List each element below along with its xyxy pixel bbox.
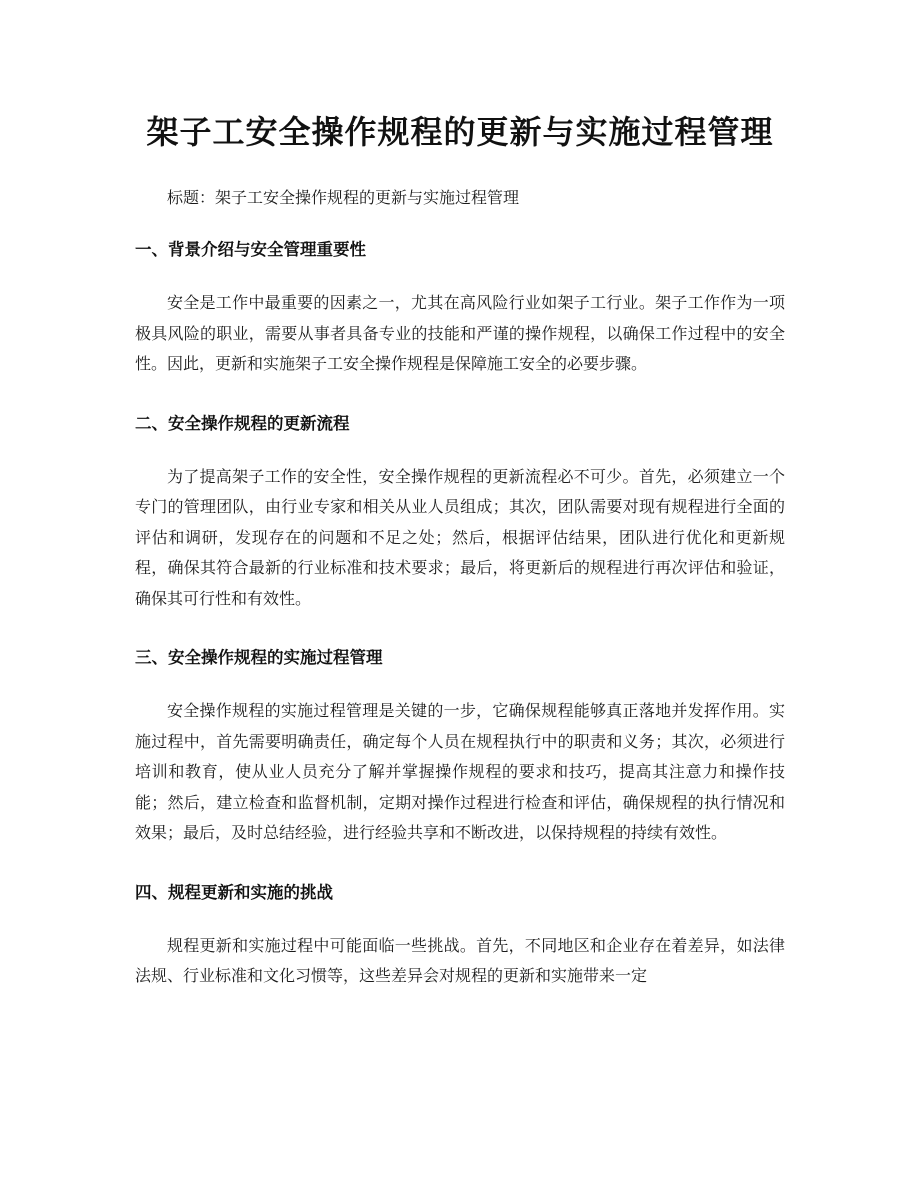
section-paragraph-2: 为了提高架子工作的安全性，安全操作规程的更新流程必不可少。首先，必须建立一个专门的管理团队，由行业专家和相关从业人员组成；其次，团队需要对现有规程进行全面的评估和调研，发现存在的问题和不足之处；然后，根据评估结果，团队进行优化和更新规程，确保其符合最新的行业标准和技术要求；最后，将更新后的规程进行再次评估和验证，确保其可行性和有效性。 — [135, 466, 785, 608]
section-paragraph-3: 安全操作规程的实施过程管理是关键的一步，它确保规程能够真正落地并发挥作用。实施过程中，首先需要明确责任，确定每个人员在规程执行中的职责和义务；其次，必须进行培训和教育，使从业人员充分了解并掌握操作规程的要求和技巧，提高其注意力和操作技能；然后，建立检查和监督机制，定期对操作过程进行检查和评估，确保规程的执行情况和效果；最后，及时总结经验，进行经验共享和不断改进，以保持规程的持续有效性。 — [135, 701, 785, 842]
section-heading-1: 一、背景介绍与安全管理重要性 — [135, 240, 366, 259]
section-heading-4: 四、规程更新和实施的挑战 — [135, 882, 333, 902]
document-title: 架子工安全操作规程的更新与实施过程管理 — [146, 113, 774, 151]
section-heading-2: 二、安全操作规程的更新流程 — [135, 413, 350, 433]
section-paragraph-1: 安全是工作中最重要的因素之一，尤其在高风险行业如架子工行业。架子工作作为一项极具风险的职业，需要从事者具备专业的技能和严谨的操作规程，以确保工作过程中的安全性。因此，更新和实施架子工安全操作规程是保障施工安全的必要步骤。 — [135, 293, 785, 373]
section-heading-3: 三、安全操作规程的实施过程管理 — [135, 648, 383, 667]
document-subtitle: 标题：架子工安全操作规程的更新与实施过程管理 — [167, 188, 520, 207]
section-paragraph-4: 规程更新和实施过程中可能面临一些挑战。首先，不同地区和企业存在着差异，如法律法规、行业标准和文化习惯等，这些差异会对规程的更新和实施带来一定 — [135, 935, 785, 985]
